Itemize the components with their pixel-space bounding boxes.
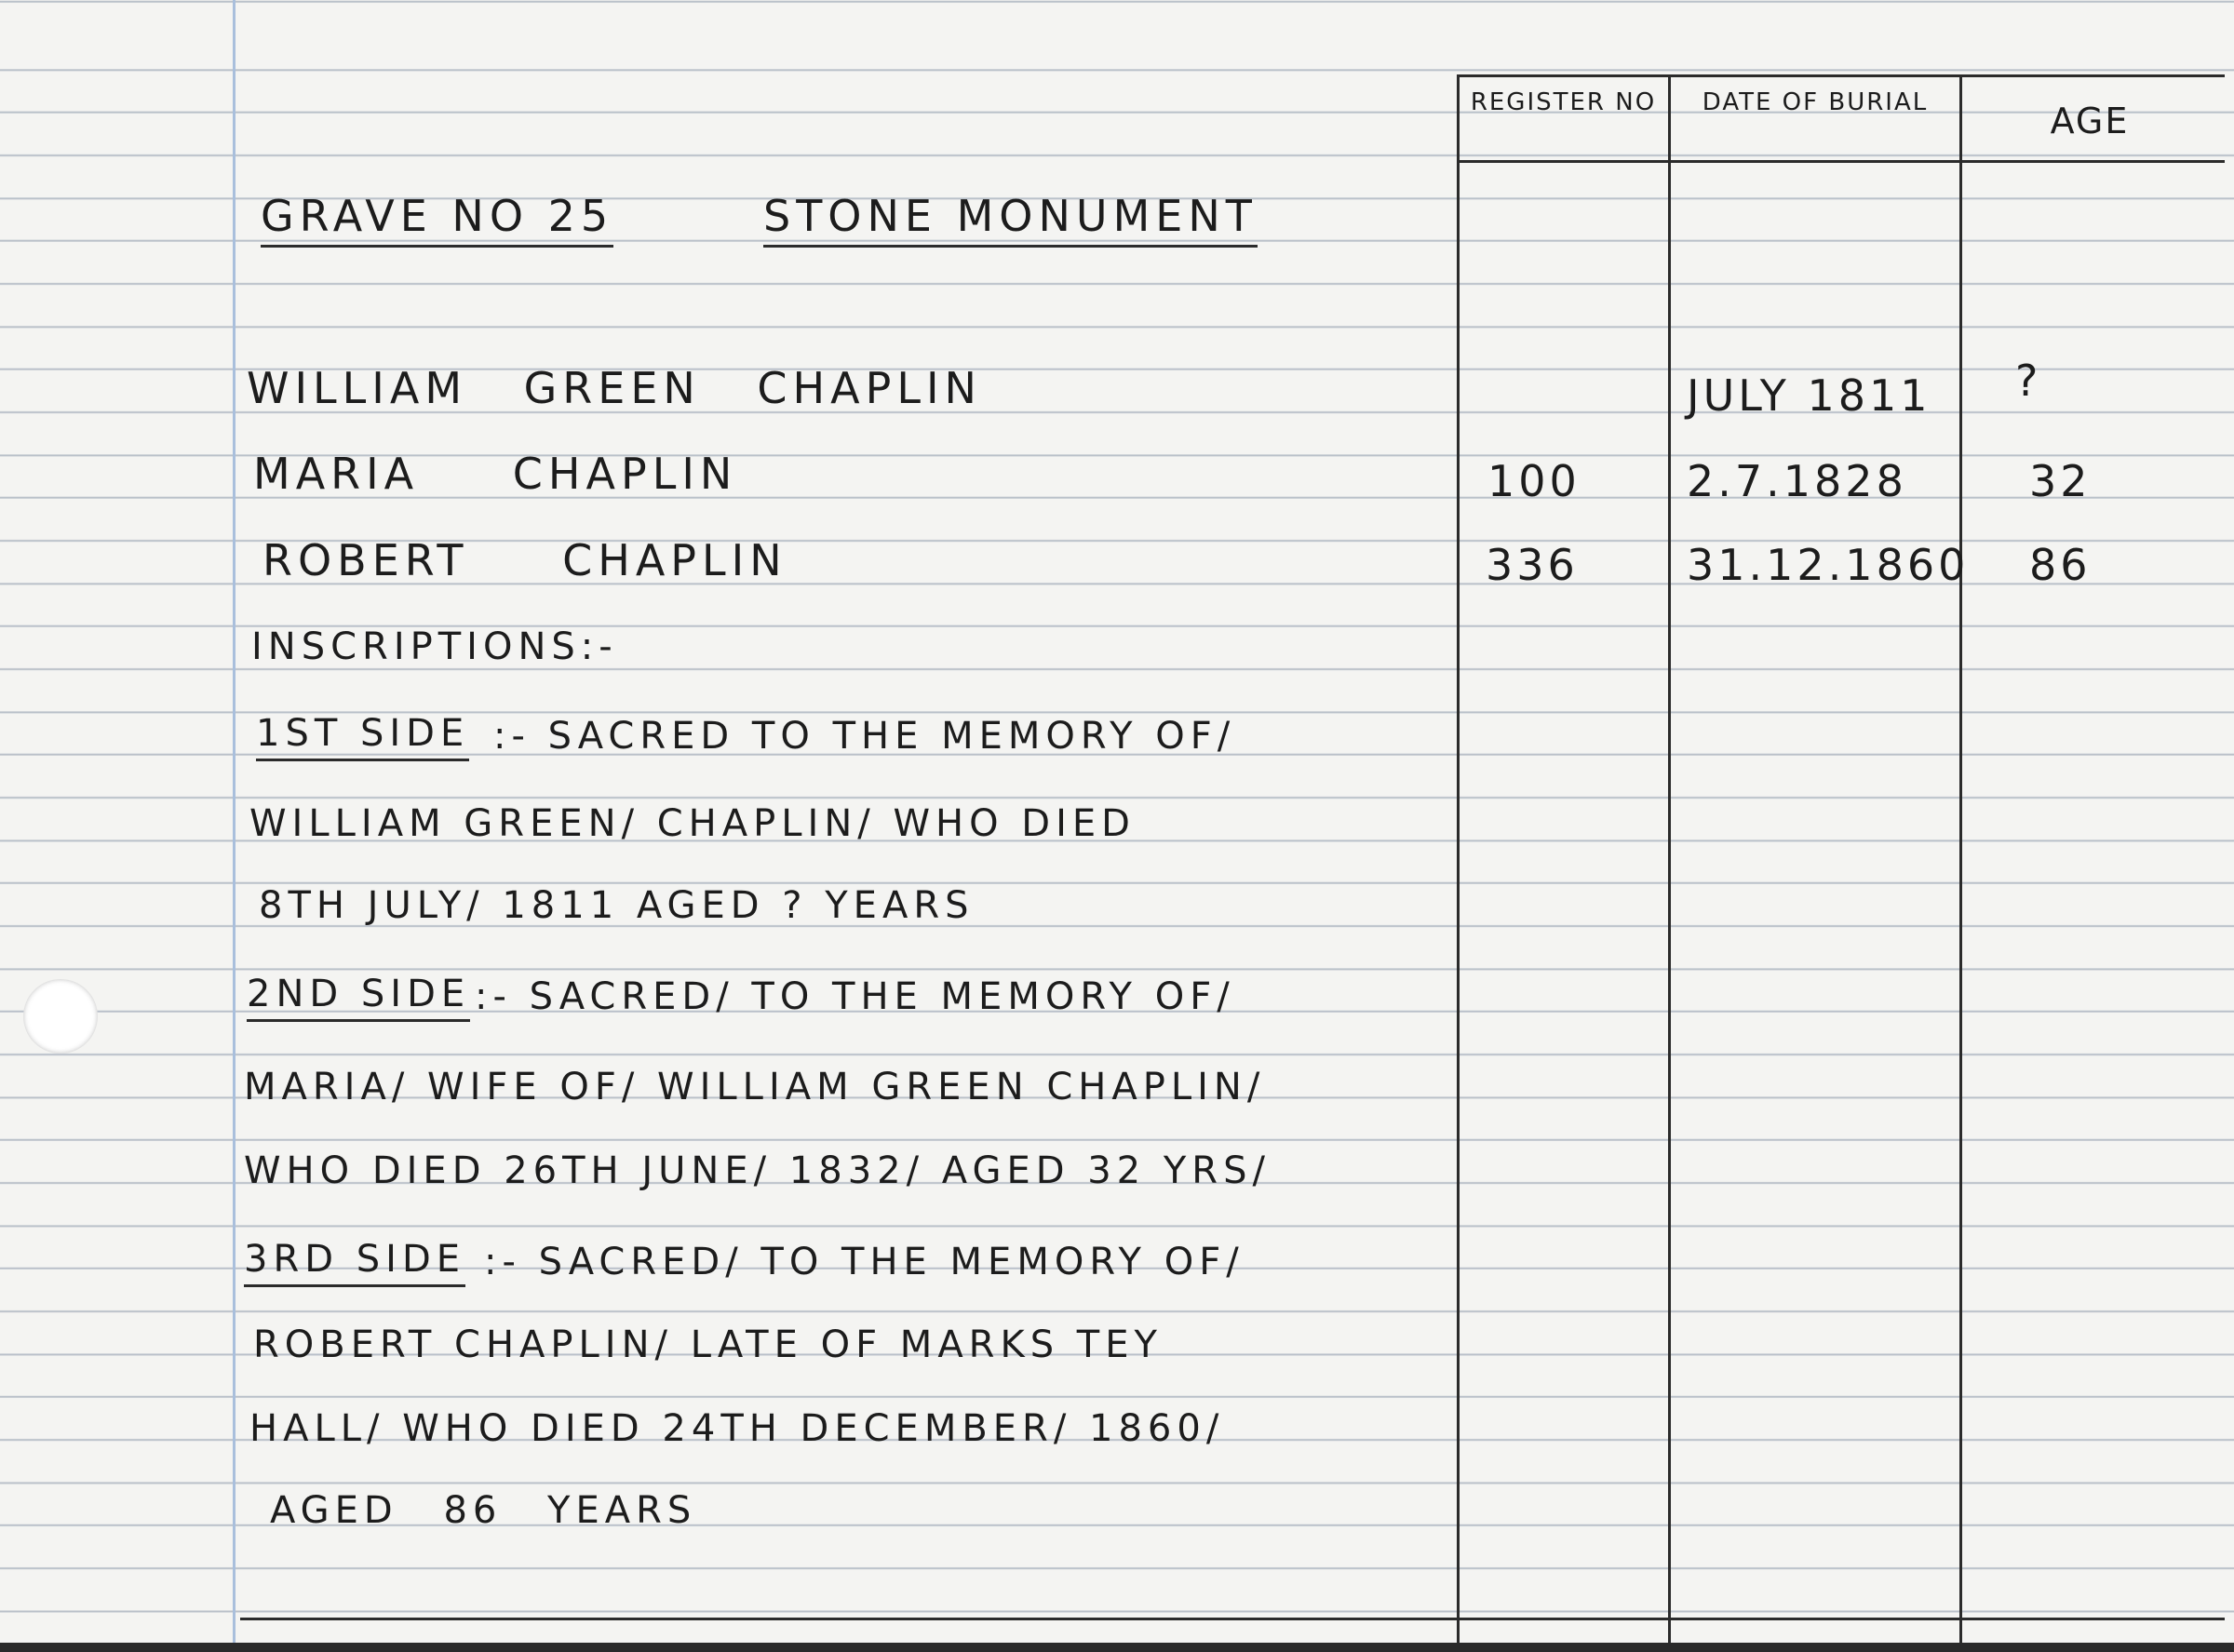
header-register-no: REGISTER NO — [1470, 88, 1657, 116]
burial-date-2: 2.7.1828 — [1687, 456, 1907, 506]
bottom-rule — [240, 1618, 2225, 1620]
burial-register-2: 100 — [1487, 456, 1581, 506]
column-divider-3 — [1959, 74, 1962, 1643]
burial-register-3: 336 — [1486, 540, 1579, 590]
margin-line — [233, 0, 236, 1652]
column-divider-2 — [1668, 74, 1671, 1643]
side-3-line-2: ROBERT CHAPLIN/ LATE OF MARKS TEY — [253, 1323, 1163, 1366]
table-top-rule — [1457, 74, 2225, 77]
side-1-label: 1ST SIDE — [256, 712, 469, 761]
punch-hole — [23, 979, 98, 1054]
table-header-rule — [1457, 160, 2225, 163]
side-2-line-2: MARIA/ WIFE OF/ WILLIAM GREEN CHAPLIN/ — [244, 1066, 1266, 1108]
page-bottom-edge — [0, 1643, 2234, 1652]
monument-type: STONE MONUMENT — [763, 191, 1258, 248]
side-3-line-4: AGED 86 YEARS — [270, 1489, 697, 1532]
column-divider-1 — [1457, 74, 1460, 1643]
burial-name-1: WILLIAM GREEN CHAPLIN — [247, 363, 982, 413]
burial-date-3: 31.12.1860 — [1687, 540, 1970, 590]
inscriptions-label: INSCRIPTIONS:- — [251, 625, 618, 668]
side-1-line-2: WILLIAM GREEN/ CHAPLIN/ WHO DIED — [249, 802, 1136, 845]
side-1-line-1: :- SACRED TO THE MEMORY OF/ — [493, 715, 1236, 758]
burial-name-3: ROBERT CHAPLIN — [262, 535, 787, 585]
burial-date-1: JULY 1811 — [1687, 370, 1931, 421]
side-3-line-1: :- SACRED/ TO THE MEMORY OF/ — [484, 1241, 1245, 1283]
side-1-line-3: 8TH JULY/ 1811 AGED ? YEARS — [259, 884, 975, 927]
grave-number: GRAVE NO 25 — [261, 191, 613, 248]
burial-age-3: 86 — [2029, 540, 2092, 590]
side-2-label: 2ND SIDE — [247, 973, 470, 1022]
header-date-of-burial: DATE OF BURIAL — [1702, 88, 1929, 116]
side-2-line-1: :- SACRED/ TO THE MEMORY OF/ — [475, 975, 1235, 1018]
side-3-label: 3RD SIDE — [244, 1238, 465, 1287]
burial-age-2: 32 — [2029, 456, 2092, 506]
burial-age-1: ? — [2015, 356, 2042, 406]
side-2-line-3: WHO DIED 26TH JUNE/ 1832/ AGED 32 YRS/ — [244, 1149, 1271, 1192]
side-3-line-3: HALL/ WHO DIED 24TH DECEMBER/ 1860/ — [249, 1407, 1225, 1450]
header-age: AGE — [2050, 101, 2130, 141]
burial-name-2: MARIA CHAPLIN — [253, 449, 738, 499]
